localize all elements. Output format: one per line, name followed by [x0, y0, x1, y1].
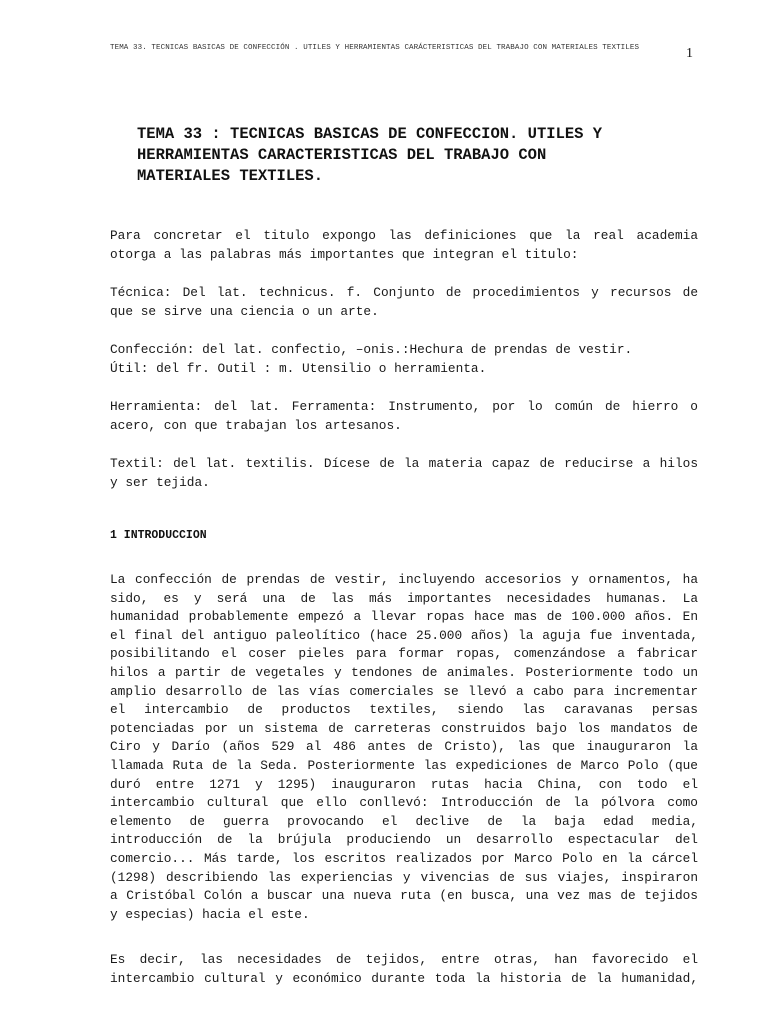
text-line: el intercambio de productos textiles, siendo las caravanas persas	[110, 702, 698, 718]
text-line: Confección: del lat. confectio, –onis.:Hechura de prendas de vestir.	[110, 342, 633, 357]
text-line: posibilitando el coser pieles para formar ropas, comenzándose a fabricar	[110, 646, 698, 662]
title-line: MATERIALES TEXTILES.	[137, 167, 324, 185]
text-line: amplio desarrollo de las vías comerciales se llevó a cabo para incrementar	[110, 683, 698, 699]
text-line: Para concretar el titulo expongo las definiciones que la real academia	[110, 228, 698, 243]
text-line: duró entre 1271 y 1295) inauguraron rutas hacia China, con todo el	[110, 776, 698, 792]
text-line: llamada Ruta de la Seda. Posteriormente las expediciones de Marco Polo (que	[110, 757, 698, 773]
intro-paragraph	[110, 227, 698, 264]
introduction-paragraph-1	[110, 571, 698, 924]
definition-textil	[110, 455, 698, 492]
title-line: HERRAMIENTAS CARACTERISTICAS DEL TRABAJO CON	[137, 146, 547, 164]
text-line: a Cristóbal Colón a buscar una nueva ruta (en busca, una vez mas de tejidos	[110, 888, 698, 904]
text-line: el final del antiguo paleolítico (hace 25.000 años) la aguja fue inventada,	[110, 627, 698, 643]
text-line: intercambio cultural que ello conllevó: Introducción de la pólvora como	[110, 795, 698, 811]
text-line: hilos a partir de vegetales y tendones de animales. Posteriormente todo un	[110, 664, 698, 680]
document-title	[137, 124, 697, 187]
text-line: intercambio cultural y económico durante toda la historia de la humanidad,	[110, 970, 698, 986]
page-number: 1	[686, 46, 693, 61]
text-line: Ciro y Darío (años 529 al 486 antes de Cristo), las que inauguraron la	[110, 739, 698, 755]
text-line: Técnica: Del lat. technicus. f. Conjunto de procedimientos y recursos de	[110, 285, 698, 300]
text-line: La confección de prendas de vestir, incluyendo accesorios y ornamentos, ha	[110, 572, 698, 587]
running-header: TEMA 33. TECNICAS BASICAS DE CONFECCIÓN . UTILES Y HERRAMIENTAS CARÁCTERISTICAS DEL TRABAJO CON MATERIALES TEXTILES	[110, 44, 640, 52]
definition-herramienta	[110, 398, 698, 435]
text-line: sido, es y será una de las más importantes necesidades humanas. La	[110, 590, 698, 606]
text-line: introducción de la brújula produciendo un desarrollo espectacular del	[110, 832, 698, 848]
definition-confeccion-util	[110, 341, 698, 378]
text-line: (1298) describiendo las experiencias y vivencias de sus viajes, inspiraron	[110, 869, 698, 885]
text-line: acero, con que trabajan los artesanos.	[110, 417, 402, 433]
text-line: Es decir, las necesidades de tejidos, entre otras, han favorecido el	[110, 952, 698, 967]
text-line: potenciadas por un sistema de carreteras construidos bajo los mandatos de	[110, 720, 698, 736]
text-line: humanidad probablemente empezó a llevar ropas hace mas de 100.000 años. En	[110, 609, 698, 625]
text-line: Útil: del fr. Outil : m. Utensilio o herramienta.	[110, 360, 487, 376]
text-line: otorga a las palabras más importantes que integran el titulo:	[110, 246, 579, 262]
text-line: Textil: del lat. textilis. Dícese de la materia capaz de reducirse a hilos	[110, 456, 698, 471]
introduction-paragraph-2	[110, 951, 698, 988]
text-line: comercio... Más tarde, los escritos realizados por Marco Polo en la cárcel	[110, 850, 698, 866]
text-line: que se sirve una ciencia o un arte.	[110, 303, 379, 319]
text-line: y ser tejida.	[110, 474, 210, 490]
text-line: elemento de guerra provocando el declive de la baja edad media,	[110, 813, 698, 829]
definition-tecnica	[110, 284, 698, 321]
text-line: y especias) hacia el este.	[110, 906, 310, 922]
text-line: Herramienta: del lat. Ferramenta: Instrumento, por lo común de hierro o	[110, 399, 698, 414]
title-line: TEMA 33 : TECNICAS BASICAS DE CONFECCION. UTILES Y	[137, 125, 603, 143]
section-heading: 1 INTRODUCCION	[110, 529, 207, 542]
